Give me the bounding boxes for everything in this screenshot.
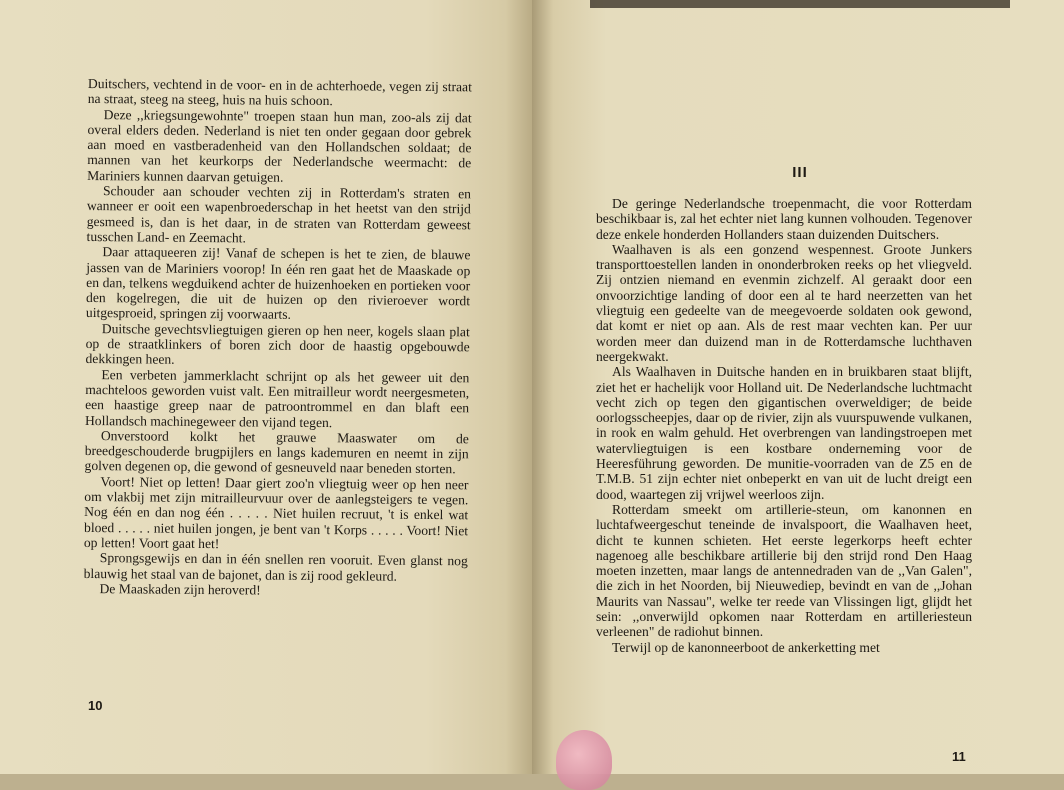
paragraph: De geringe Nederlandsche troepenmacht, die voor Rotterdam beschikbaar is, zal het echter niet lang kunnen volhouden. Tegenover deze enkele honderden Hollanders staan duizenden Duitschers. <box>596 196 972 242</box>
paragraph: Deze ,,kriegsungewohnte" troepen staan hun man, zoo-als zij dat overal elders deden. Nederland is niet ten onder gegaan door gebrek aan moed en vastberadenheid van den Hollandschen soldaat; de mannen van het keurkorps der Nederlandsche weermacht: de Mariniers kunnen daarvan getuigen. <box>87 106 472 185</box>
paragraph: Sprongsgewijs en dan in één snellen ren vooruit. Even glanst nog blauwig het staal van de bajonet, dan is zij rood gekleurd. <box>83 550 468 584</box>
left-page-text <box>83 76 472 599</box>
paragraph: Daar attaqueeren zij! Vanaf de schepen is het te zien, de blauwe jassen van de Mariniers voorop! In één ren gaat het de Maaskade op en dan, telkens wegduikend achter de huizenhoeken en portieken voor den kogelregen, die uit de huizen op den rivieroever wordt uitgesproeid, springen zij voorwaarts. <box>85 244 471 323</box>
paragraph: De Maaskaden zijn heroverd! <box>99 580 261 598</box>
paragraph: Een verbeten jammerklacht schrijnt op als het geweer uit den machteloos geworden vuist valt. Een mitrailleur wordt neergesmeten, een haastige greep naar de patroontrommel en dan blaft een Hollandsch machinegeweer den vijand tegen. <box>84 366 470 430</box>
paragraph: Als Waalhaven in Duitsche handen en in bruikbaren staat blijft, ziet het er hachelijk voor Holland uit. De Nederlandsche luchtmacht vecht zich op tegen den gigantischen overweldiger; de beide oorlogsscheepjes, daar op de rivier, zijn als vuurspuwende vulkanen, in rook en walm gehuld. Het overbrengen van landingstroepen met watervliegtuigen is een kostbare onderneming voor de Heeresführung geworden. De munitie-voorraden van de Z5 en de T.M.B. 51 zijn echter niet onbeperkt en van uit de lucht dreigt een dood, waartegen zij vrijwel weerloos zijn. <box>596 364 972 502</box>
chapter-heading: III <box>792 164 808 181</box>
paragraph: Duitschers, vechtend in de voor- en in de achterhoede, vegen zij straat na straat, steeg na steeg, huis na huis schoon. <box>87 76 472 109</box>
page-number-right: 11 <box>952 749 966 764</box>
right-page-text <box>596 196 972 655</box>
page-number-left: 10 <box>88 698 103 713</box>
paragraph: Duitsche gevechtsvliegtuigen gieren op hen neer, kogels slaan plat op de straatklinkers of boren zich door de haastig opgebouwde dekkingen heen. <box>85 320 470 368</box>
top-shadow-strip <box>590 0 1010 8</box>
thumb <box>556 730 612 790</box>
paragraph: Schouder aan schouder vechten zij in Rotterdam's straten en wanneer er ooit een wapenbroederschap in het heetst van den strijd gesmeed is, dan is het daar, in de straten van Rotterdam geweest tusschen Land- en Zeemacht. <box>86 183 472 246</box>
left-page <box>0 0 532 774</box>
paragraph: Terwijl op de kanonneerboot de ankerketting met <box>612 639 880 655</box>
paragraph: Rotterdam smeekt om artillerie-steun, om kanonnen en luchtafweergeschut teneinde de invalspoort, die Waalhaven heet, dicht te kunnen schieten. Het eerste legerkorps heeft echter nagenoeg alle beschikbare artillerie bij den strijd rond Den Haag moeten inzetten, maar langs de antennedraden van de ,,Van Galen", die zich in het Noorden, bij Nieuwediep, bevindt en van de ,,Johan Maurits van Nassau", welke ter reede van Vlissingen ligt, glijdt het sein: ,,onverwijld opkomen naar Rotterdam en artilleriesteun verleenen" de radiohut binnen. <box>596 501 972 640</box>
paragraph: Onverstoord kolkt het grauwe Maaswater om de breedgeschouderde brugpijlers en langs kademuren en neemt in zijn golven degenen op, die gewond of gesneuveld naar beneden storten. <box>84 427 469 477</box>
paragraph: Waalhaven is als een gonzend wespennest. Groote Junkers transporttoestellen landen in ononderbroken reeks op het vliegveld. Zij ontzien niemand en evenmin zichzelf. Al geraakt door een onvoorzichtige landing of door een al te hard neerzetten van het vliegtuig een gedeelte van de meegevoerde soldaten ook gewond, dat komt er niet op aan. Als de rest maar vechten kan. Per uur worden meer dan duizend man in de Rotterdamsche luchthaven neergekwakt. <box>596 241 972 364</box>
paragraph: Voort! Niet op letten! Daar giert zoo'n vliegtuig weer op hen neer om vlakbij met zijn mitrailleurvuur over de aanlegsteigers te vegen. Nog één en dan nog één . . . . . Niet huilen recruut, 't is enkel wat bloed . . . . . niet huilen jongen, je bent van 't Korps . . . . . Voort! Niet op letten! Voort gaat het! <box>83 473 469 552</box>
